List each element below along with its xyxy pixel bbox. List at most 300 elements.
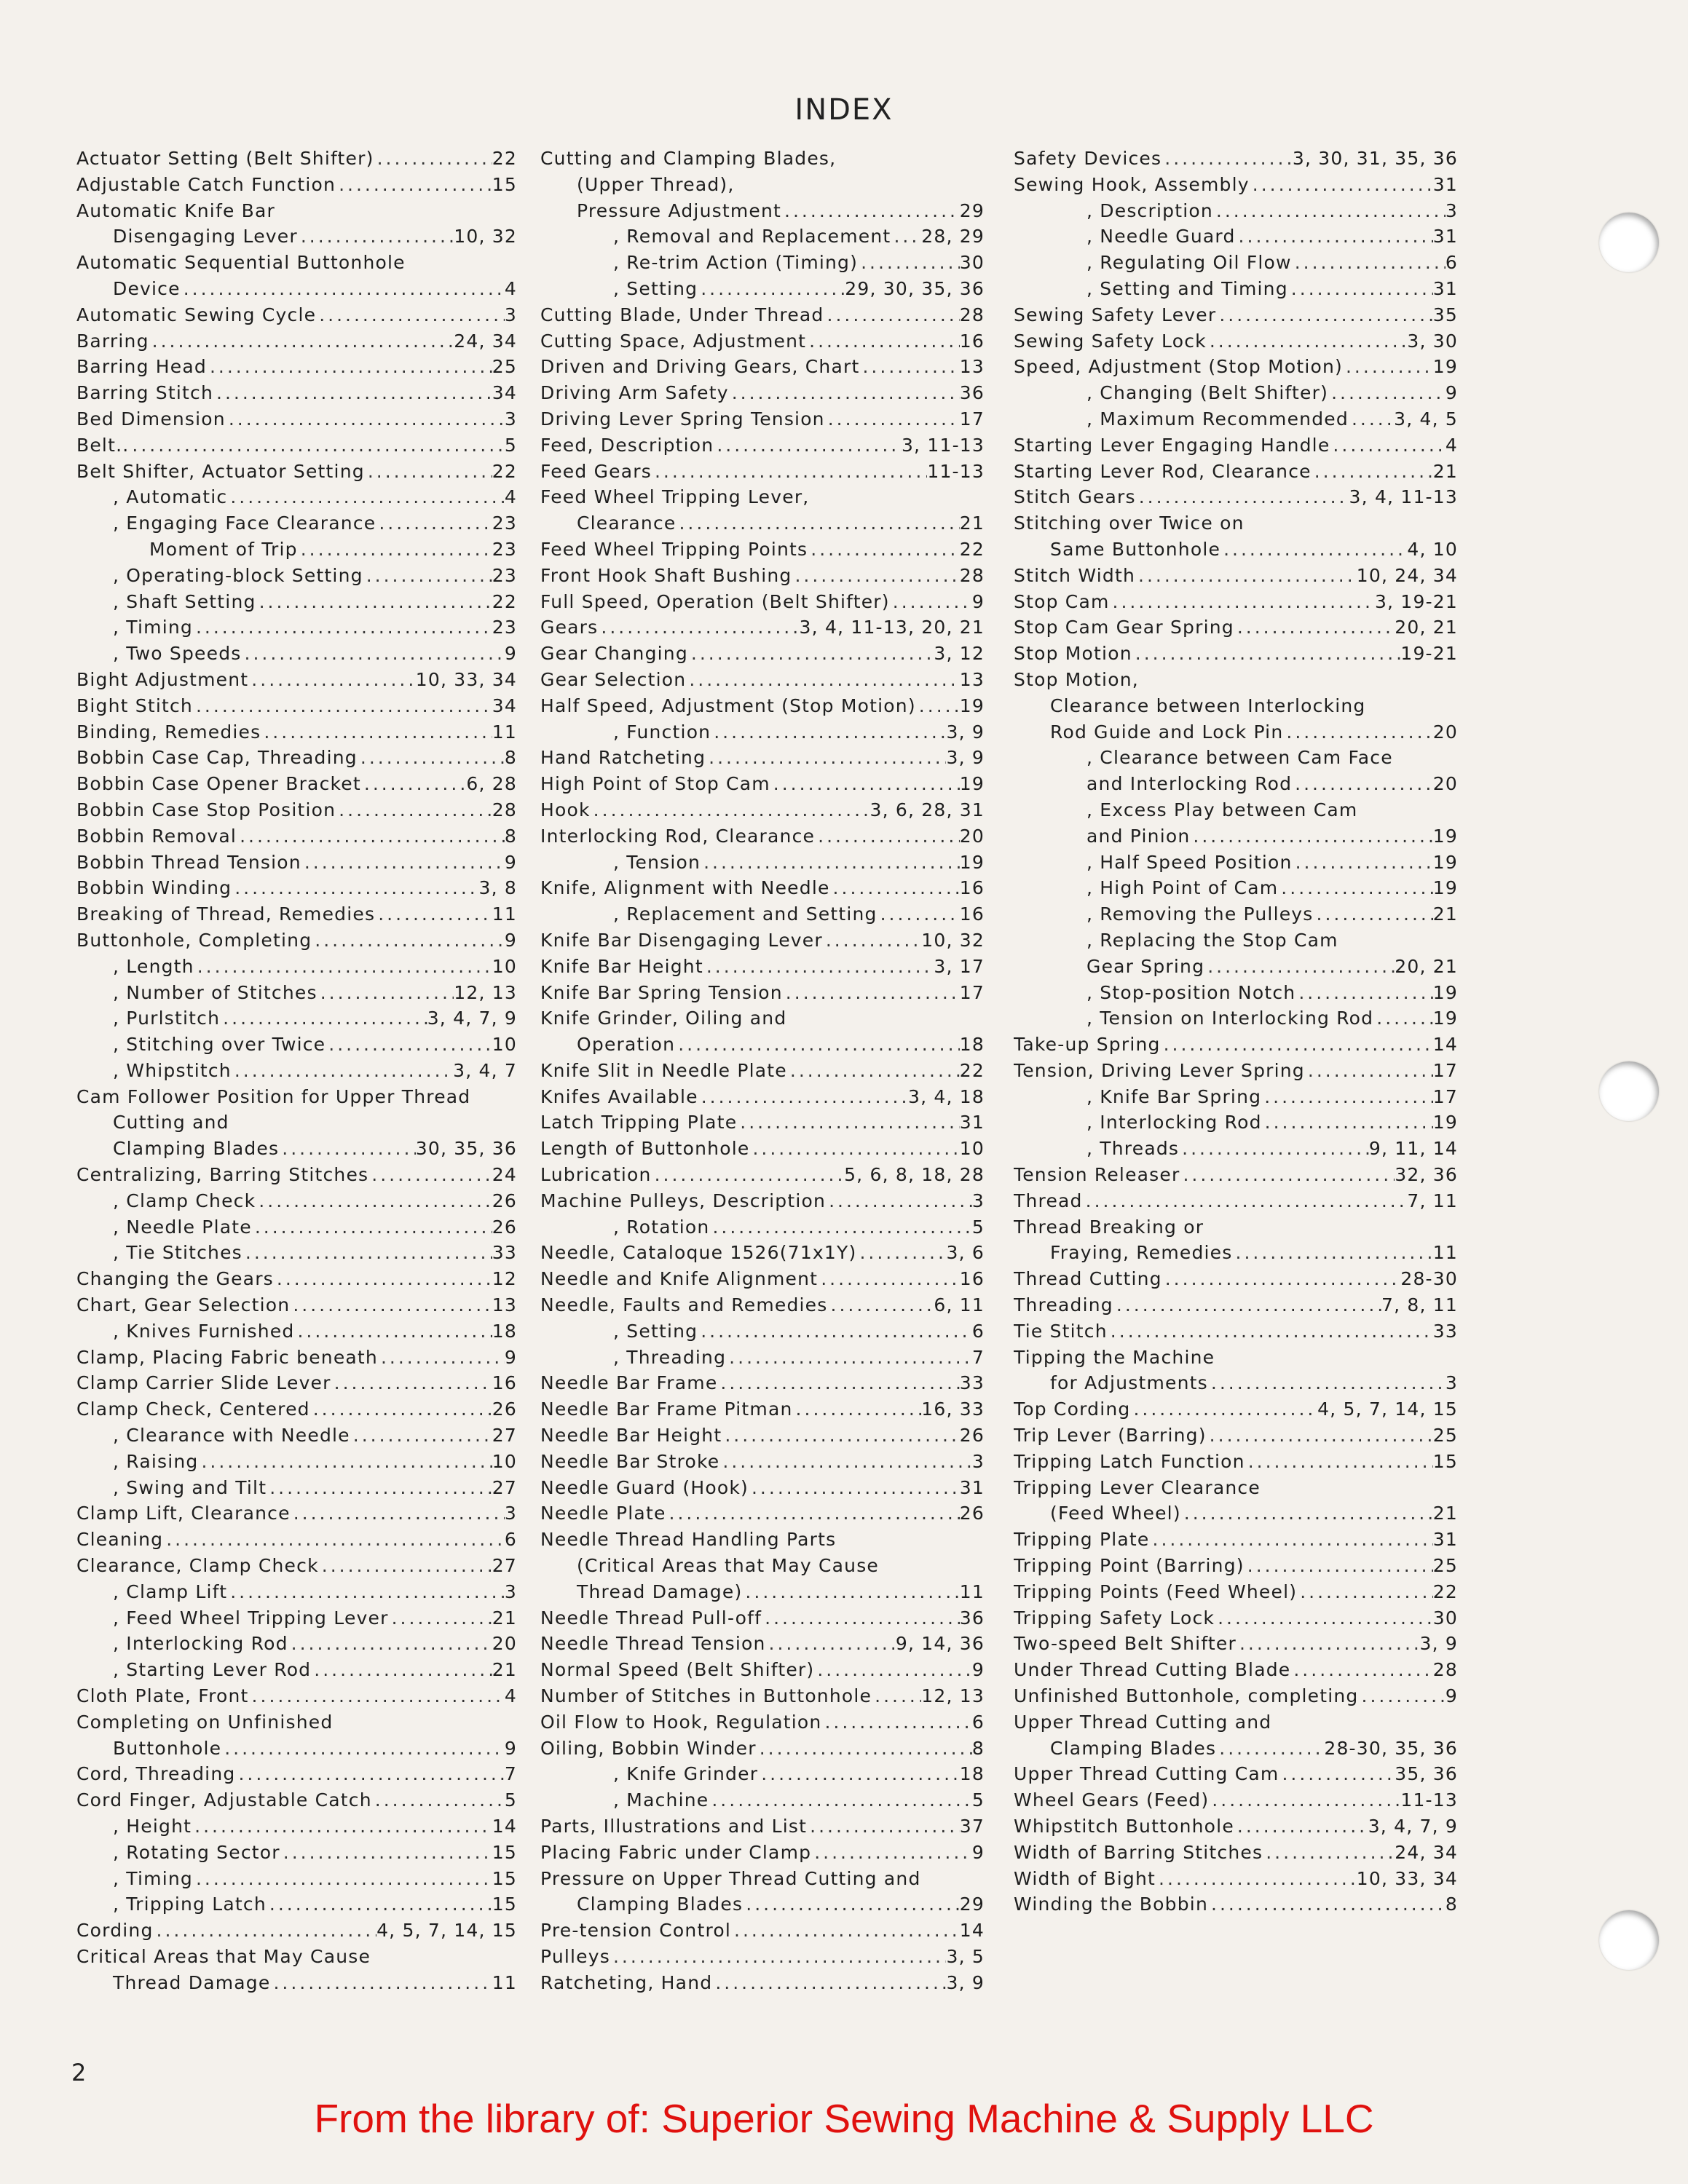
index-entry bbox=[540, 1109, 985, 1136]
index-entry bbox=[1014, 1188, 1458, 1214]
index-entry bbox=[540, 1423, 985, 1449]
index-term: , Re-trim Action (Timing) bbox=[613, 252, 859, 274]
index-term: Tripping Point (Barring) bbox=[1014, 1555, 1245, 1577]
index-page-refs: 3, 6 bbox=[946, 1242, 985, 1264]
index-term: , Starting Lever Rod bbox=[113, 1659, 312, 1681]
index-entry bbox=[1014, 223, 1458, 250]
dot-leader bbox=[719, 1449, 972, 1475]
index-page-refs: 24 bbox=[492, 1164, 517, 1186]
index-entry bbox=[1014, 172, 1458, 198]
dot-leader bbox=[818, 1266, 960, 1292]
index-entry bbox=[76, 1318, 517, 1345]
index-page-refs: 19 bbox=[1432, 1008, 1458, 1029]
index-term: Clamping Blades bbox=[113, 1138, 280, 1160]
dot-leader bbox=[1245, 1449, 1433, 1475]
index-term: Starting Lever Rod, Clearance bbox=[1014, 460, 1312, 482]
index-page-refs: 4 bbox=[504, 1685, 517, 1707]
dot-leader bbox=[757, 1736, 972, 1762]
dot-leader bbox=[666, 1500, 960, 1527]
index-term: Bobbin Case Opener Bracket bbox=[76, 773, 361, 795]
index-entry bbox=[1014, 719, 1458, 745]
index-page-refs: 31 bbox=[1432, 173, 1458, 195]
index-term: Sewing Safety Lever bbox=[1014, 304, 1217, 325]
index-entry bbox=[540, 641, 985, 667]
index-page-refs: 28-30 bbox=[1400, 1268, 1458, 1290]
index-entry bbox=[1014, 1240, 1458, 1266]
index-term: Needle and Knife Alignment bbox=[540, 1268, 819, 1290]
dot-leader bbox=[192, 1813, 492, 1840]
index-term: (Upper Thread), bbox=[577, 173, 735, 195]
index-page-refs: 35 bbox=[1432, 304, 1458, 325]
index-term: , Feed Wheel Tripping Lever bbox=[113, 1607, 389, 1629]
dot-leader bbox=[1179, 1136, 1369, 1162]
dot-leader bbox=[717, 1370, 959, 1396]
dot-leader bbox=[729, 380, 960, 406]
index-entry bbox=[76, 1136, 517, 1162]
index-term: Interlocking Rod, Clearance bbox=[540, 825, 816, 847]
index-entry bbox=[540, 537, 985, 563]
dot-leader bbox=[824, 302, 960, 328]
index-entry bbox=[1014, 1813, 1458, 1840]
index-page-refs: 3, 12 bbox=[934, 643, 985, 665]
dot-leader bbox=[830, 875, 960, 901]
index-entry bbox=[76, 980, 517, 1006]
index-page-refs: 18 bbox=[959, 1034, 985, 1056]
index-entry bbox=[540, 1709, 985, 1736]
index-entry bbox=[540, 589, 985, 615]
index-term: Thread Breaking or bbox=[1014, 1216, 1204, 1238]
dot-leader bbox=[193, 1866, 492, 1892]
index-term: Upper Thread Cutting and bbox=[1014, 1711, 1272, 1733]
index-term: Placing Fabric under Clamp bbox=[540, 1841, 812, 1863]
index-entry bbox=[540, 198, 985, 224]
index-entry bbox=[540, 850, 985, 876]
dot-leader bbox=[1132, 641, 1401, 667]
index-entry bbox=[76, 1944, 517, 1970]
index-entry bbox=[540, 1396, 985, 1423]
index-term: Driving Lever Spring Tension bbox=[540, 408, 825, 430]
dot-leader bbox=[1136, 484, 1349, 510]
index-page-refs: 24, 34 bbox=[454, 330, 517, 352]
index-entry bbox=[76, 954, 517, 980]
index-entry bbox=[1014, 1058, 1458, 1084]
index-page-refs: 10 bbox=[492, 1034, 517, 1056]
index-page-refs: 23 bbox=[492, 564, 517, 586]
index-entry bbox=[1014, 1579, 1458, 1605]
index-term: Width of Barring Stitches bbox=[1014, 1841, 1263, 1863]
dot-leader bbox=[762, 1605, 960, 1631]
index-entry bbox=[76, 459, 517, 485]
index-page-refs: 20 bbox=[959, 825, 985, 847]
index-entry bbox=[540, 1970, 985, 1996]
index-page-refs: 32, 36 bbox=[1395, 1164, 1458, 1186]
index-term: Hand Ratcheting bbox=[540, 747, 706, 769]
index-term: Machine Pulleys, Description bbox=[540, 1190, 827, 1211]
index-entry bbox=[1014, 146, 1458, 172]
dot-leader bbox=[1279, 1761, 1395, 1787]
dot-leader bbox=[220, 1005, 427, 1032]
index-entry bbox=[540, 276, 985, 302]
index-term: Needle Thread Tension bbox=[540, 1633, 766, 1655]
index-term: Sewing Safety Lock bbox=[1014, 330, 1207, 352]
index-page-refs: 33 bbox=[492, 1242, 517, 1264]
dot-leader bbox=[129, 432, 505, 459]
dot-leader bbox=[372, 1787, 505, 1813]
index-entry bbox=[540, 1136, 985, 1162]
index-term: Trip Lever (Barring) bbox=[1014, 1425, 1207, 1447]
index-term: Automatic Knife Bar bbox=[76, 199, 276, 221]
index-term: , Tension bbox=[613, 851, 701, 873]
dot-leader bbox=[808, 537, 960, 563]
dot-leader bbox=[193, 614, 492, 641]
dot-leader bbox=[793, 1396, 922, 1423]
dot-leader bbox=[1162, 146, 1293, 172]
index-entry bbox=[1014, 1500, 1458, 1527]
index-page-refs: 19 bbox=[1432, 877, 1458, 899]
dot-leader bbox=[1290, 1657, 1432, 1683]
index-entry bbox=[1014, 1084, 1458, 1110]
index-term: , Swing and Tilt bbox=[113, 1476, 267, 1498]
index-term: Barring Head bbox=[76, 356, 207, 378]
index-term: , Rotation bbox=[613, 1216, 710, 1238]
dot-leader bbox=[318, 980, 454, 1006]
index-term: Disengaging Lever bbox=[113, 226, 298, 248]
index-term: , Rotating Sector bbox=[113, 1841, 280, 1863]
index-page-refs: 12 bbox=[492, 1268, 517, 1290]
index-entry bbox=[76, 1866, 517, 1892]
dot-leader bbox=[783, 980, 960, 1006]
dot-leader bbox=[610, 1944, 947, 1970]
index-entry bbox=[540, 1657, 985, 1683]
index-term: Moment of Trip bbox=[149, 538, 298, 560]
index-entry bbox=[540, 1084, 985, 1110]
index-page-refs: 10, 33, 34 bbox=[1356, 1867, 1458, 1889]
index-term: Thread Cutting bbox=[1014, 1268, 1162, 1290]
dot-leader bbox=[290, 1292, 492, 1318]
index-entry bbox=[76, 1292, 517, 1318]
index-term: Thread Damage bbox=[113, 1971, 271, 1993]
index-term: Fraying, Remedies bbox=[1050, 1242, 1233, 1264]
dot-leader bbox=[376, 510, 492, 537]
index-term: Whipstitch Buttonhole bbox=[1014, 1816, 1234, 1837]
index-term: , Timing bbox=[113, 1867, 193, 1889]
index-term: Feed, Description bbox=[540, 434, 714, 456]
index-entry bbox=[540, 380, 985, 406]
index-entry bbox=[540, 1318, 985, 1345]
dot-leader bbox=[652, 459, 927, 485]
index-page-refs: 4 bbox=[504, 486, 517, 508]
index-entry bbox=[76, 537, 517, 563]
dot-leader bbox=[312, 927, 505, 954]
index-entry bbox=[76, 1345, 517, 1371]
index-entry bbox=[76, 745, 517, 771]
dot-leader bbox=[856, 1240, 946, 1266]
dot-leader bbox=[698, 1084, 908, 1110]
index-page-refs: 27 bbox=[492, 1555, 517, 1577]
index-page-refs: 16 bbox=[959, 330, 985, 352]
index-term: High Point of Stop Cam bbox=[540, 773, 770, 795]
index-term: Bobbin Removal bbox=[76, 825, 237, 847]
index-page-refs: 26 bbox=[959, 1503, 985, 1524]
index-page-refs: 8 bbox=[504, 747, 517, 769]
index-page-refs: 9 bbox=[504, 851, 517, 873]
dot-leader bbox=[814, 1657, 972, 1683]
index-page-refs: 11 bbox=[959, 1580, 985, 1602]
index-term: , Setting bbox=[613, 1320, 698, 1342]
dot-leader bbox=[1330, 432, 1445, 459]
index-entry bbox=[540, 1605, 985, 1631]
index-entry bbox=[540, 1475, 985, 1501]
dot-leader bbox=[350, 1423, 492, 1449]
index-term: Device bbox=[113, 277, 181, 299]
index-term: Upper Thread Cutting Cam bbox=[1014, 1763, 1279, 1785]
index-term: , Replacement and Setting bbox=[613, 903, 877, 925]
index-page-refs: 13 bbox=[492, 1294, 517, 1316]
index-term: , Clearance with Needle bbox=[113, 1425, 350, 1447]
index-term: Tension, Driving Lever Spring bbox=[1014, 1059, 1305, 1081]
index-term: Pressure on Upper Thread Cutting and bbox=[540, 1867, 921, 1889]
index-page-refs: 6 bbox=[1445, 252, 1458, 274]
index-term: Operation bbox=[577, 1034, 676, 1056]
index-entry bbox=[1014, 954, 1458, 980]
index-term: , Raising bbox=[113, 1450, 199, 1472]
dot-leader bbox=[787, 1058, 960, 1084]
index-entry bbox=[540, 1761, 985, 1787]
index-term: Bobbin Winding bbox=[76, 877, 232, 899]
index-entry bbox=[1014, 1761, 1458, 1787]
index-page-refs: 13 bbox=[959, 356, 985, 378]
index-term: Ratcheting, Hand bbox=[540, 1971, 713, 1993]
index-page-refs: 19 bbox=[1432, 356, 1458, 378]
index-entry bbox=[1014, 771, 1458, 797]
index-entry bbox=[1014, 745, 1458, 771]
index-page-refs: 23 bbox=[492, 617, 517, 638]
dot-leader bbox=[361, 771, 466, 797]
index-entry bbox=[76, 1032, 517, 1058]
index-page-refs: 27 bbox=[492, 1476, 517, 1498]
index-entry bbox=[540, 1058, 985, 1084]
index-page-refs: 26 bbox=[492, 1190, 517, 1211]
index-term: Latch Tripping Plate bbox=[540, 1112, 738, 1133]
index-entry bbox=[1014, 1683, 1458, 1709]
index-term: Tripping Latch Function bbox=[1014, 1450, 1245, 1472]
index-entry bbox=[540, 1866, 985, 1892]
dot-leader bbox=[213, 380, 492, 406]
dot-leader bbox=[280, 1840, 492, 1866]
index-entry bbox=[1014, 432, 1458, 459]
index-page-refs: 29, 30, 35, 36 bbox=[845, 277, 985, 299]
index-entry bbox=[76, 1970, 517, 1996]
index-entry bbox=[540, 1449, 985, 1475]
index-page-refs: 19-21 bbox=[1400, 643, 1458, 665]
index-term: , Needle Guard bbox=[1086, 226, 1236, 248]
dot-leader bbox=[326, 1032, 492, 1058]
index-page-refs: 20 bbox=[492, 1633, 517, 1655]
index-entry bbox=[76, 1162, 517, 1188]
index-term: Belt.. bbox=[76, 434, 130, 456]
dot-leader bbox=[1209, 1787, 1400, 1813]
index-term: Gears bbox=[540, 617, 599, 638]
index-page-refs: 3, 4, 11-13, 20, 21 bbox=[799, 617, 985, 638]
index-term: Gear Changing bbox=[540, 643, 688, 665]
dot-leader bbox=[826, 1188, 972, 1214]
index-entry bbox=[76, 641, 517, 667]
index-entry bbox=[540, 1736, 985, 1762]
index-column-2 bbox=[540, 146, 985, 1996]
index-entry bbox=[1014, 380, 1458, 406]
index-entry bbox=[540, 1370, 985, 1396]
dot-leader bbox=[858, 250, 960, 276]
dot-leader bbox=[703, 954, 934, 980]
index-page-refs: 22 bbox=[492, 148, 517, 169]
index-term: Knife Grinder, Oiling and bbox=[540, 1008, 787, 1029]
index-page-refs: 3, 4, 7 bbox=[453, 1059, 517, 1081]
page-number: 2 bbox=[71, 2059, 87, 2086]
index-term: Knife Bar Disengaging Lever bbox=[540, 929, 823, 951]
index-page-refs: 3, 4, 18 bbox=[907, 1085, 985, 1107]
index-page-refs: 25 bbox=[492, 356, 517, 378]
index-page-refs: 9 bbox=[504, 1346, 517, 1368]
dot-leader bbox=[877, 901, 960, 927]
index-page-refs: 6 bbox=[504, 1529, 517, 1551]
index-entry bbox=[76, 1657, 517, 1683]
index-page-refs: 27 bbox=[492, 1425, 517, 1447]
index-term: Needle, Cataloque 1526(71x1Y) bbox=[540, 1242, 857, 1264]
dot-leader bbox=[374, 146, 492, 172]
index-entry bbox=[76, 510, 517, 537]
index-entry bbox=[540, 1787, 985, 1813]
index-page-refs: 21 bbox=[492, 1607, 517, 1629]
index-page-refs: 8 bbox=[971, 1737, 985, 1759]
index-term: Tripping Plate bbox=[1014, 1529, 1150, 1551]
index-entry bbox=[540, 250, 985, 276]
dot-leader bbox=[1156, 1866, 1357, 1892]
dot-leader bbox=[163, 1527, 505, 1553]
index-page-refs: 5 bbox=[504, 434, 517, 456]
index-page-refs: 3, 9 bbox=[946, 721, 985, 743]
index-entry bbox=[76, 1214, 517, 1241]
dot-leader bbox=[815, 823, 960, 850]
index-page-refs: 3, 4, 11-13 bbox=[1349, 486, 1458, 508]
dot-leader bbox=[1130, 1396, 1317, 1423]
dot-leader bbox=[149, 328, 454, 355]
dot-leader bbox=[1213, 198, 1446, 224]
index-term: Automatic Sequential Buttonhole bbox=[76, 252, 406, 274]
index-page-refs: 11 bbox=[492, 721, 517, 743]
index-page-refs: 3 bbox=[504, 1503, 517, 1524]
dot-leader bbox=[1181, 1500, 1433, 1527]
index-page-refs: 19 bbox=[959, 695, 985, 716]
index-term: , Half Speed Position bbox=[1086, 851, 1293, 873]
index-term: Knifes Available bbox=[540, 1085, 698, 1107]
index-term: Knife Bar Height bbox=[540, 955, 703, 977]
index-entry bbox=[76, 1058, 517, 1084]
dot-leader bbox=[766, 1631, 896, 1657]
index-page-refs: 19 bbox=[1432, 981, 1458, 1003]
dot-leader bbox=[298, 223, 454, 250]
index-term: Cord Finger, Adjustable Catch bbox=[76, 1789, 372, 1811]
index-entry bbox=[540, 1891, 985, 1918]
index-term: Tension Releaser bbox=[1014, 1164, 1180, 1186]
index-term: Clamping Blades bbox=[1050, 1737, 1217, 1759]
index-entry bbox=[540, 172, 985, 198]
dot-leader bbox=[1180, 1162, 1395, 1188]
index-entry bbox=[76, 1605, 517, 1631]
index-entry bbox=[1014, 1475, 1458, 1501]
dot-leader bbox=[336, 797, 492, 823]
index-entry bbox=[1014, 510, 1458, 537]
index-term: , Shaft Setting bbox=[113, 590, 256, 612]
dot-leader bbox=[1236, 223, 1433, 250]
index-entry bbox=[1014, 641, 1458, 667]
dot-leader bbox=[675, 1032, 960, 1058]
index-entry bbox=[76, 1631, 517, 1657]
index-page-refs: 3, 17 bbox=[934, 955, 985, 977]
index-term: Stop Cam Gear Spring bbox=[1014, 617, 1234, 638]
dot-leader bbox=[1261, 1084, 1433, 1110]
index-entry bbox=[1014, 901, 1458, 927]
index-entry bbox=[1014, 1266, 1458, 1292]
dot-leader bbox=[792, 563, 959, 589]
index-term: Feed Wheel Tripping Lever, bbox=[540, 486, 810, 508]
index-entry bbox=[76, 1423, 517, 1449]
dot-leader bbox=[742, 1579, 959, 1605]
index-term: Bobbin Thread Tension bbox=[76, 851, 301, 873]
dot-leader bbox=[872, 1683, 921, 1709]
index-term: Chart, Gear Selection bbox=[76, 1294, 291, 1316]
dot-leader bbox=[1292, 250, 1446, 276]
index-page-refs: 30 bbox=[1432, 1607, 1458, 1629]
dot-leader bbox=[758, 1761, 960, 1787]
index-entry bbox=[1014, 484, 1458, 510]
index-entry bbox=[76, 797, 517, 823]
index-term: Tripping Safety Lock bbox=[1014, 1607, 1215, 1629]
index-page-refs: 14 bbox=[1432, 1034, 1458, 1056]
index-page-refs: 16 bbox=[959, 877, 985, 899]
dot-leader bbox=[1245, 1553, 1433, 1579]
dot-leader bbox=[859, 354, 959, 380]
index-page-refs: 31 bbox=[1432, 1529, 1458, 1551]
index-term: , Needle Plate bbox=[113, 1216, 252, 1238]
index-term: Unfinished Buttonhole, completing bbox=[1014, 1685, 1359, 1707]
index-term: Parts, Illustrations and List bbox=[540, 1816, 808, 1837]
dot-leader bbox=[1220, 537, 1407, 563]
index-page-refs: 15 bbox=[1432, 1450, 1458, 1472]
index-term: Oil Flow to Hook, Regulation bbox=[540, 1711, 822, 1733]
index-page-refs: 10, 32 bbox=[454, 226, 517, 248]
dot-leader bbox=[1237, 1631, 1420, 1657]
index-column-3 bbox=[1014, 146, 1458, 1918]
index-term: , Removing the Pulleys bbox=[1086, 903, 1314, 925]
index-term: , Excess Play between Cam bbox=[1086, 799, 1358, 820]
dot-leader bbox=[1215, 1605, 1433, 1631]
index-entry bbox=[540, 459, 985, 485]
index-entry bbox=[76, 667, 517, 693]
index-entry bbox=[1014, 302, 1458, 328]
index-term: , Setting bbox=[613, 277, 698, 299]
index-term: , Threads bbox=[1086, 1138, 1180, 1160]
index-page-refs: 3, 4, 5 bbox=[1394, 408, 1458, 430]
index-entry bbox=[1014, 1214, 1458, 1241]
index-term: Stitch Gears bbox=[1014, 486, 1136, 508]
index-entry bbox=[76, 1709, 517, 1736]
index-page-refs: 36 bbox=[959, 1607, 985, 1629]
dot-leader bbox=[1108, 1318, 1433, 1345]
index-page-refs: 26 bbox=[959, 1425, 985, 1447]
index-term: Thread Damage) bbox=[577, 1580, 743, 1602]
index-page-refs: 26 bbox=[492, 1216, 517, 1238]
dot-leader bbox=[249, 1683, 505, 1709]
